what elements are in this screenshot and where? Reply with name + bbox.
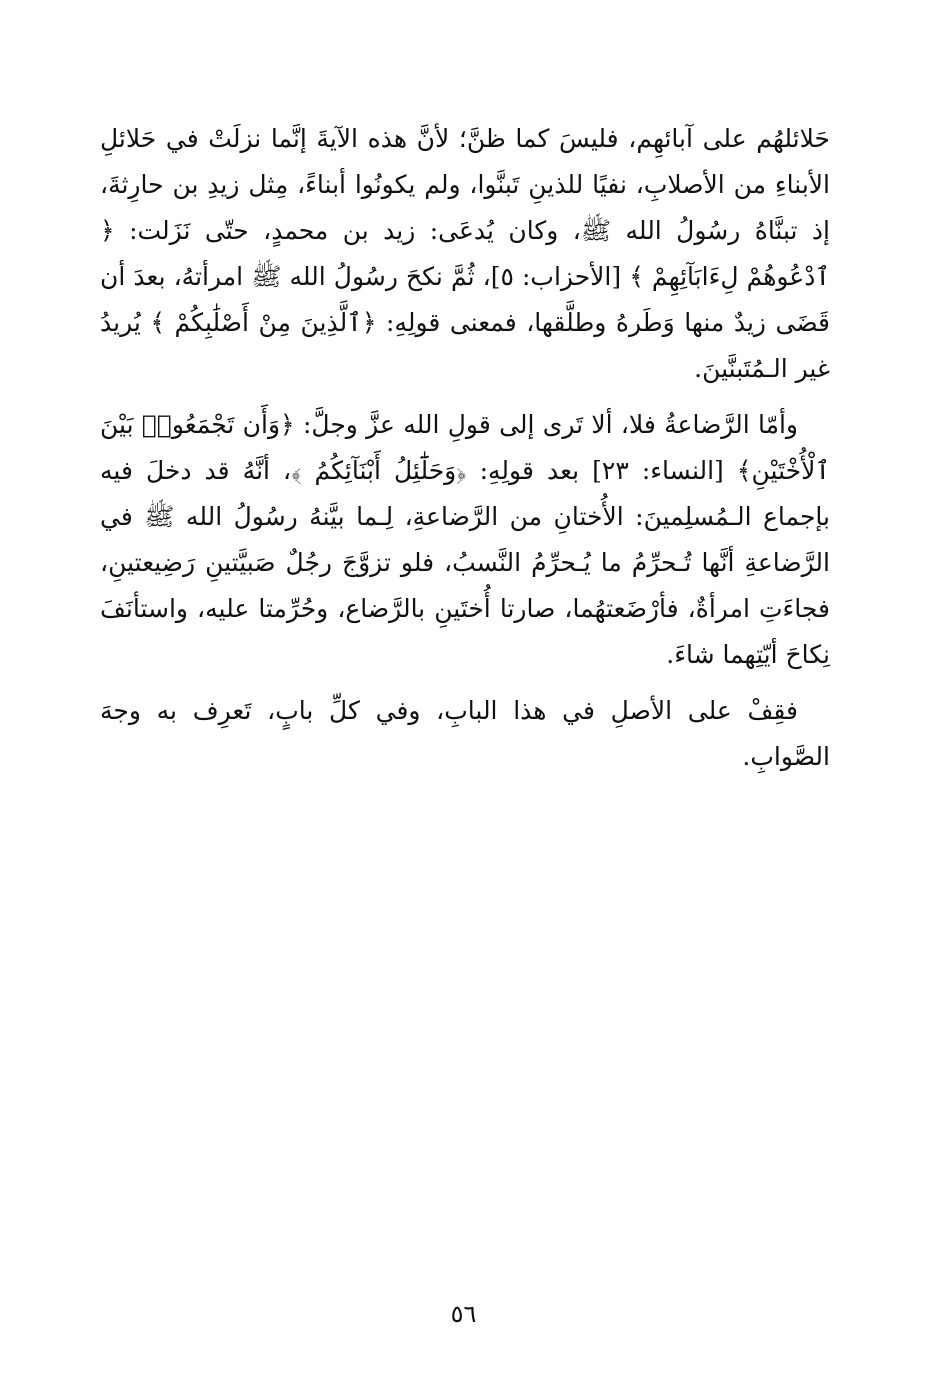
page-number: ٥٦ <box>450 1300 477 1328</box>
paragraph-1: حَلائلهُم على آبائهِم، فليسَ كما ظنَّ؛ لأنَّ هذه الآيةَ إنَّما نزلَتْ في حَلائلِ الأبناءِ من الأصلابِ، نفيًا للذينِ تَبنَّوا، ولم يكونُوا أبناءً، مِثل زيدِ بن حارِثةَ، إذ تبنَّاهُ رسُولُ الله ﷺ، وكان يُدعَى: زيد بن محمدٍ، حتّى نَزَلت: ﴿ ٱدْعُوهُمْ لِءَابَآئِهِمْ ﴾ [الأحزاب: ٥]، ثُمَّ نكحَ رسُولُ الله ﷺ امرأتهُ، بعدَ أن قَضَى زيدٌ منها وَطَرهُ وطلَّقها، فمعنى قولِهِ: ﴿ٱلَّذِينَ مِنْ أَصْلَٰبِكُمْ ﴾ يُريدُ غير الـمُتَبنَّينَ. <box>100 124 831 383</box>
body-text <box>100 116 830 780</box>
paragraph-3: فقِفْ على الأصلِ في هذا البابِ، وفي كلِّ بابٍ، تَعرِف به وجهَ الصَّوابِ. <box>100 696 830 771</box>
paragraph-2: وأمّا الرَّضاعةُ فلا، ألا تَرى إلى قولِ الله عزَّ وجلَّ: ﴿وَأَن تَجْمَعُوا۟ بَيْنَ ٱلْأُخْتَيْنِ﴾ [النساء: ٢٣] بعد قولِهِ: ﴿وَحَلَٰٓئِلُ أَبْنَآئِكُمُ ﴾، أنَّهُ قد دخلَ فيه بإجماع الـمُسلِمينَ: الأُختانِ من الرَّضاعةِ، لِـما بيَّنهُ رسُولُ الله ﷺ في الرَّضاعةِ أنَّها تُـحرِّمُ ما يُـحرِّمُ النَّسبُ، فلو تزوَّجَ رجُلٌ صَبيَّتينِ رَضِيعتينِ، فجاءَتِ امرأةٌ، فأرْضَعتهُما، صارتا أُختَينِ بالرَّضاع، وحُرِّمتا عليه، واستأنَفَ نِكاحَ أيّتِهما شاءَ. <box>100 410 830 669</box>
